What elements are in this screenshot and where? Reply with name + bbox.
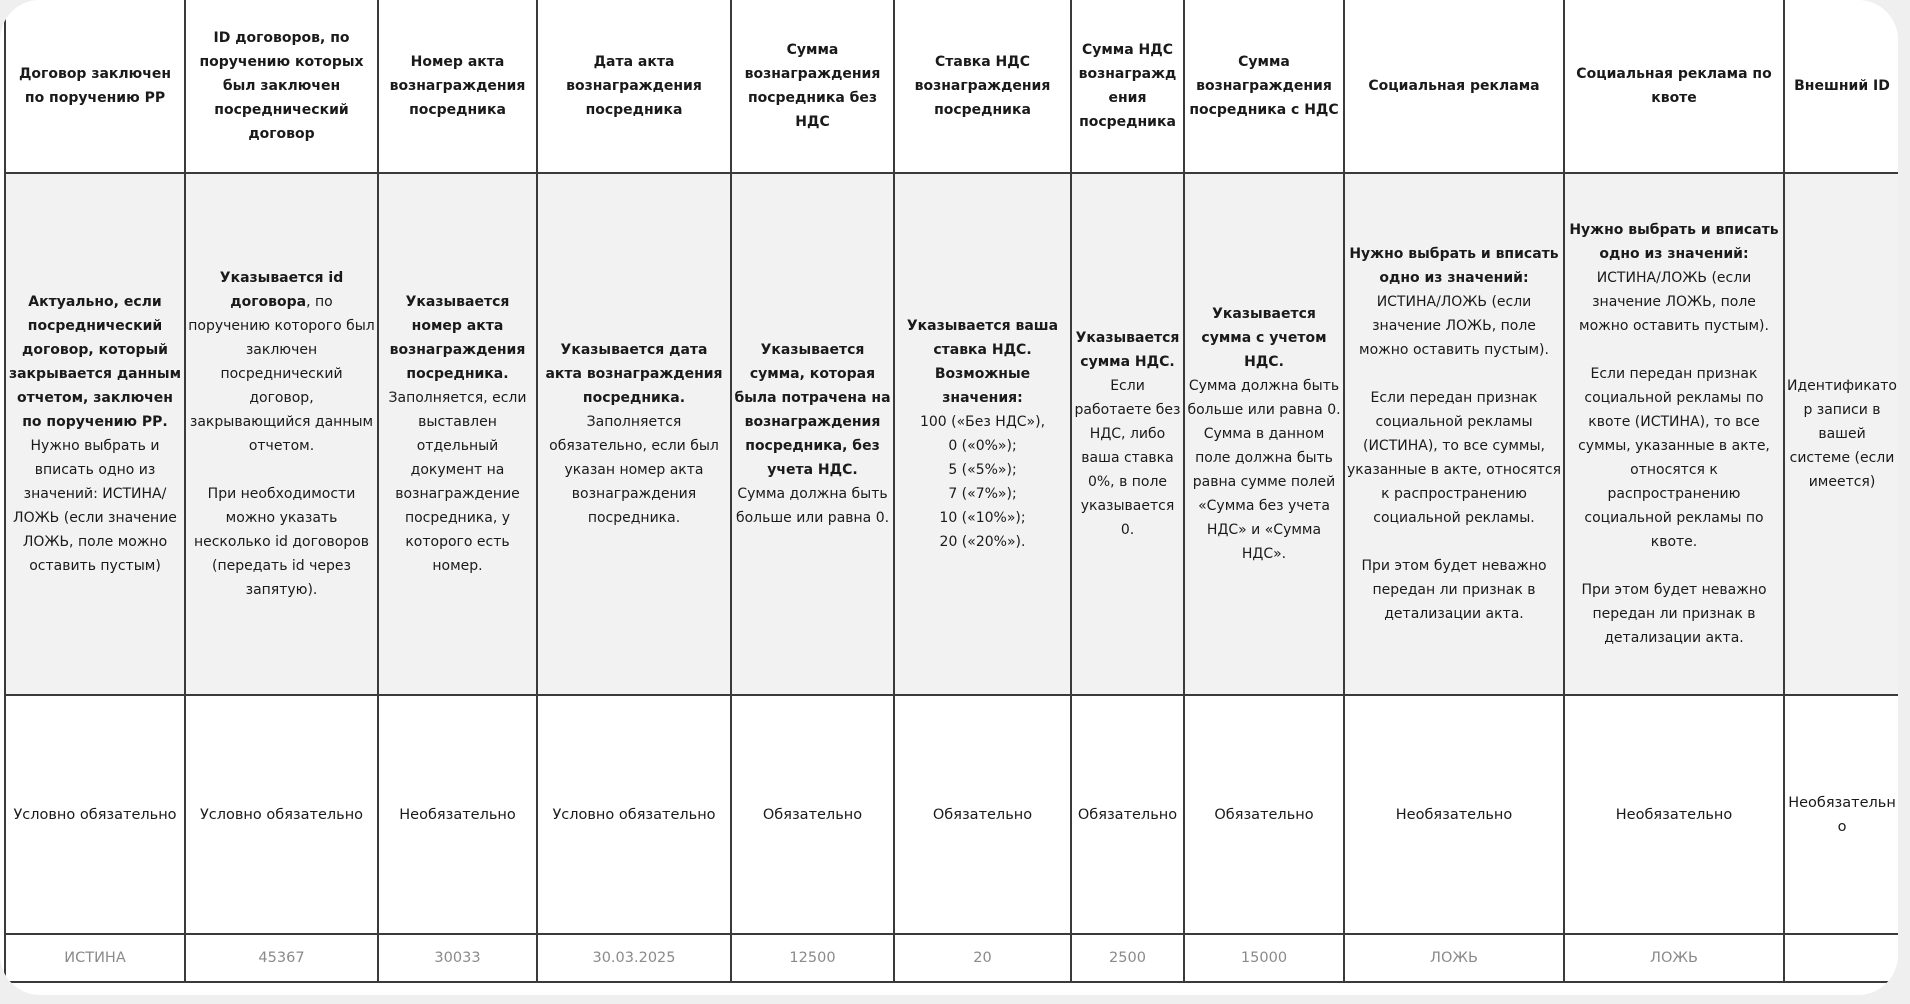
description-text: Если работаете без НДС, либо ваша ставка 0%, в поле указывается 0. xyxy=(1074,378,1181,538)
vat-option: 5 («5%»); xyxy=(948,462,1017,478)
requirement-cell[interactable]: Условно обязательно xyxy=(185,695,378,934)
requirement-cell[interactable]: Условно обязательно xyxy=(537,695,731,934)
description-cell[interactable] xyxy=(1564,173,1784,695)
description-bold: Указывается id договора xyxy=(219,270,344,310)
description-cell[interactable] xyxy=(1344,173,1564,695)
description-bold: Нужно выбрать и вписать одно из значений: xyxy=(1349,246,1559,286)
description-text: ИСТИНА/ЛОЖЬ (если значение ЛОЖЬ, поле можно оставить пустым). xyxy=(1359,294,1549,358)
requirement-cell[interactable]: Необязательно xyxy=(1784,695,1898,934)
requirement-cell[interactable]: Обязательно xyxy=(1184,695,1344,934)
header-cell[interactable]: Социальная реклама xyxy=(1344,0,1564,173)
description-text: ИСТИНА/ЛОЖЬ (если значение ЛОЖЬ, поле можно оставить пустым). xyxy=(1579,270,1769,334)
description-bold: Нужно выбрать и вписать одно из значений: xyxy=(1569,222,1779,262)
description-row xyxy=(5,173,1898,695)
description-bold: Указывается сумма НДС. xyxy=(1075,330,1180,370)
requirement-cell[interactable]: Необязательно xyxy=(1564,695,1784,934)
requirement-cell[interactable]: Обязательно xyxy=(894,695,1071,934)
header-cell[interactable]: Сумма вознаграждения посредника с НДС xyxy=(1184,0,1344,173)
description-text: Сумма должна быть больше или равна 0. xyxy=(735,486,890,526)
description-cell[interactable] xyxy=(731,173,894,695)
sample-cell[interactable]: ИСТИНА xyxy=(5,934,185,982)
description-cell[interactable] xyxy=(1071,173,1184,695)
vat-option: 100 («Без НДС»), xyxy=(919,414,1046,430)
description-text: Заполняется, если выставлен отдельный документ на вознаграждение посредника, у которого есть номер. xyxy=(388,390,527,574)
description-cell[interactable] xyxy=(185,173,378,695)
field-spec-table xyxy=(4,0,1898,983)
description-bold: Указывается ваша ставка НДС. Возможные значения: xyxy=(906,318,1059,406)
description-cell[interactable] xyxy=(1184,173,1344,695)
requirement-cell[interactable]: Обязательно xyxy=(731,695,894,934)
description-cell[interactable] xyxy=(378,173,537,695)
paragraph-gap xyxy=(188,458,375,482)
vat-option: 20 («20%»). xyxy=(939,534,1026,550)
description-cell[interactable] xyxy=(5,173,185,695)
header-cell[interactable]: ID договоров, по поручению которых был заключен посреднический договор xyxy=(185,0,378,173)
sample-cell[interactable]: ЛОЖЬ xyxy=(1344,934,1564,982)
description-text: При необходимости можно указать несколько id договоров (передать id через запятую). xyxy=(193,486,370,598)
sample-cell[interactable]: 2500 xyxy=(1071,934,1184,982)
header-cell[interactable]: Сумма НДС вознаграждения посредника xyxy=(1071,0,1184,173)
sample-cell[interactable]: 30.03.2025 xyxy=(537,934,731,982)
vat-option: 0 («0%»); xyxy=(948,438,1017,454)
description-text: При этом будет неважно передан ли признак в детализации акта. xyxy=(1581,582,1767,646)
header-cell[interactable]: Внешний ID xyxy=(1784,0,1898,173)
description-text: , по поручению которого был заключен посреднический договор, закрывающийся данным отчетом. xyxy=(188,294,375,454)
description-bold: Указывается дата акта вознаграждения посредника. xyxy=(545,342,723,406)
paragraph-gap xyxy=(1347,530,1561,554)
sample-cell[interactable]: 12500 xyxy=(731,934,894,982)
requirement-row xyxy=(5,695,1898,934)
vat-option: 7 («7%»); xyxy=(948,486,1017,502)
description-bold: Указывается сумма с учетом НДС. xyxy=(1201,306,1327,370)
description-text: Нужно выбрать и вписать одно из значений: ИСТИНА/ЛОЖЬ (если значение ЛОЖЬ, поле можно оставить пустым) xyxy=(13,438,177,574)
sample-cell[interactable] xyxy=(1784,934,1898,982)
description-text: Если передан признак социальной рекламы по квоте (ИСТИНА), то все суммы, указанные в акте, относятся к распространению социальной рекламы по квоте. xyxy=(1578,366,1770,550)
sample-cell[interactable]: 15000 xyxy=(1184,934,1344,982)
paragraph-gap xyxy=(1567,554,1781,578)
description-text: Если передан признак социальной рекламы (ИСТИНА), то все суммы, указанные в акте, относятся к распространению социальной рекламы. xyxy=(1347,390,1562,526)
paragraph-gap xyxy=(1347,362,1561,386)
sample-row xyxy=(5,934,1898,982)
sample-cell[interactable]: ЛОЖЬ xyxy=(1564,934,1784,982)
description-cell[interactable] xyxy=(537,173,731,695)
requirement-cell[interactable]: Условно обязательно xyxy=(5,695,185,934)
sample-cell[interactable]: 30033 xyxy=(378,934,537,982)
header-cell[interactable]: Договор заключен по поручению РР xyxy=(5,0,185,173)
header-cell[interactable]: Социальная реклама по квоте xyxy=(1564,0,1784,173)
description-bold: Актуально, если посреднический договор, который закрывается данным отчетом, заключен по поручению РР. xyxy=(8,294,182,430)
header-cell[interactable]: Дата акта вознаграждения посредника xyxy=(537,0,731,173)
description-cell[interactable] xyxy=(894,173,1071,695)
requirement-cell[interactable]: Обязательно xyxy=(1071,695,1184,934)
requirement-cell[interactable]: Необязательно xyxy=(1344,695,1564,934)
paragraph-gap xyxy=(1567,338,1781,362)
sample-cell[interactable]: 45367 xyxy=(185,934,378,982)
description-text: При этом будет неважно передан ли признак в детализации акта. xyxy=(1361,558,1547,622)
requirement-cell[interactable]: Необязательно xyxy=(378,695,537,934)
vat-option: 10 («10%»); xyxy=(939,510,1026,526)
header-cell[interactable]: Сумма вознаграждения посредника без НДС xyxy=(731,0,894,173)
description-text: Заполняется обязательно, если был указан номер акта вознаграждения посредника. xyxy=(549,414,719,526)
description-text: Идентификатор записи в вашей системе (если имеется) xyxy=(1787,378,1897,490)
sample-cell[interactable]: 20 xyxy=(894,934,1071,982)
description-text: Сумма должна быть больше или равна 0. xyxy=(1187,378,1341,418)
description-cell[interactable] xyxy=(1784,173,1898,695)
header-row xyxy=(5,0,1898,173)
header-cell[interactable]: Номер акта вознаграждения посредника xyxy=(378,0,537,173)
description-bold: Указывается сумма, которая была потрачена на вознаграждения посредника, без учета НДС. xyxy=(734,342,891,478)
description-text: Сумма в данном поле должна быть равна сумме полей «Сумма без учета НДС» и «Сумма НДС». xyxy=(1192,426,1336,562)
description-bold: Указывается номер акта вознаграждения посредника. xyxy=(389,294,526,382)
header-cell[interactable]: Ставка НДС вознаграждения посредника xyxy=(894,0,1071,173)
